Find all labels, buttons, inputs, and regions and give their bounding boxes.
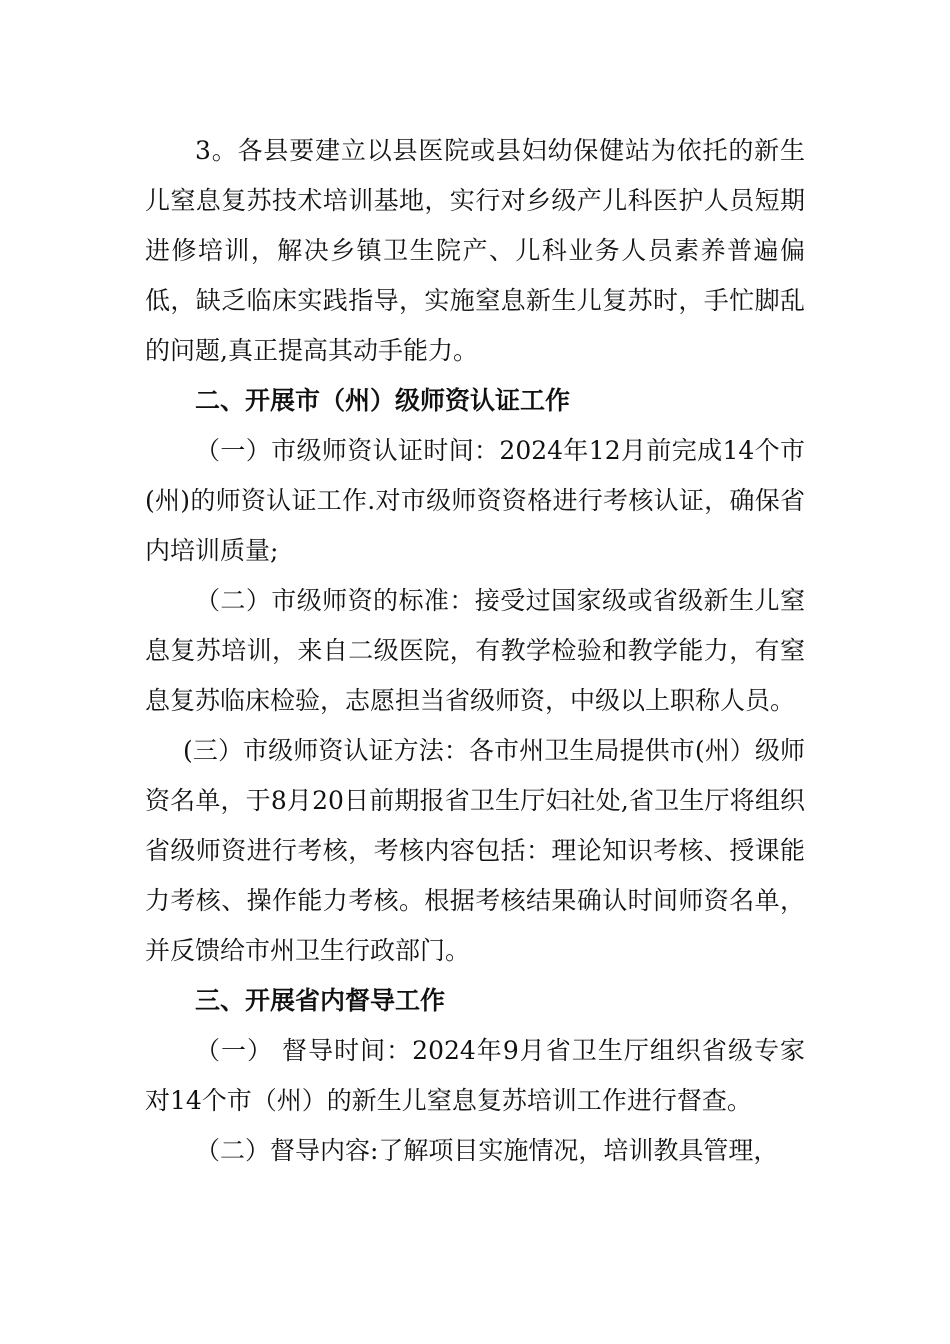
paragraph-faculty-standards: （二）市级师资的标准：接受过国家级或省级新生儿窒息复苏培训，来自二级医院，有教学检验和教学能力，有窒息复苏临床检验，志愿担当省级师资，中级以上职称人员。 xyxy=(145,586,805,715)
section-heading-provincial-supervision: 三、开展省内督导工作 xyxy=(195,986,446,1015)
paragraph-supervision-time: （一） 督导时间：2024年9月省卫生厅组织省级专家对14个市（州）的新生儿窒息复苏培训工作进行督查。 xyxy=(145,1036,805,1115)
document-body xyxy=(145,126,805,1176)
section-heading-city-faculty-certification: 二、开展市（州）级师资认证工作 xyxy=(195,386,571,415)
paragraph-certification-time: （一）市级师资认证时间：2024年12月前完成14个市(州)的师资认证工作.对市级师资资格进行考核认证，确保省内培训质量; xyxy=(145,436,805,565)
paragraph-supervision-content: （二）督导内容:了解项目实施情况，培训教具管理， xyxy=(195,1136,779,1165)
paragraph-certification-method: (三）市级师资认证方法：各市州卫生局提供市(州）级师资名单，于8月20日前期报省卫生厅妇社处,省卫生厅将组织省级师资进行考核，考核内容包括：理论知识考核、授课能力考核、操作能力考核。根据考核结果确认时间师资名单，并反馈给市州卫生行政部门。 xyxy=(145,736,805,965)
paragraph-county-training-base: 3。各县要建立以县医院或县妇幼保健站为依托的新生儿窒息复苏技术培训基地，实行对乡级产儿科医护人员短期进修培训，解决乡镇卫生院产、儿科业务人员素养普遍偏低，缺乏临床实践指导，实施窒息新生儿复苏时，手忙脚乱的问题,真正提高其动手能力。 xyxy=(145,136,805,365)
